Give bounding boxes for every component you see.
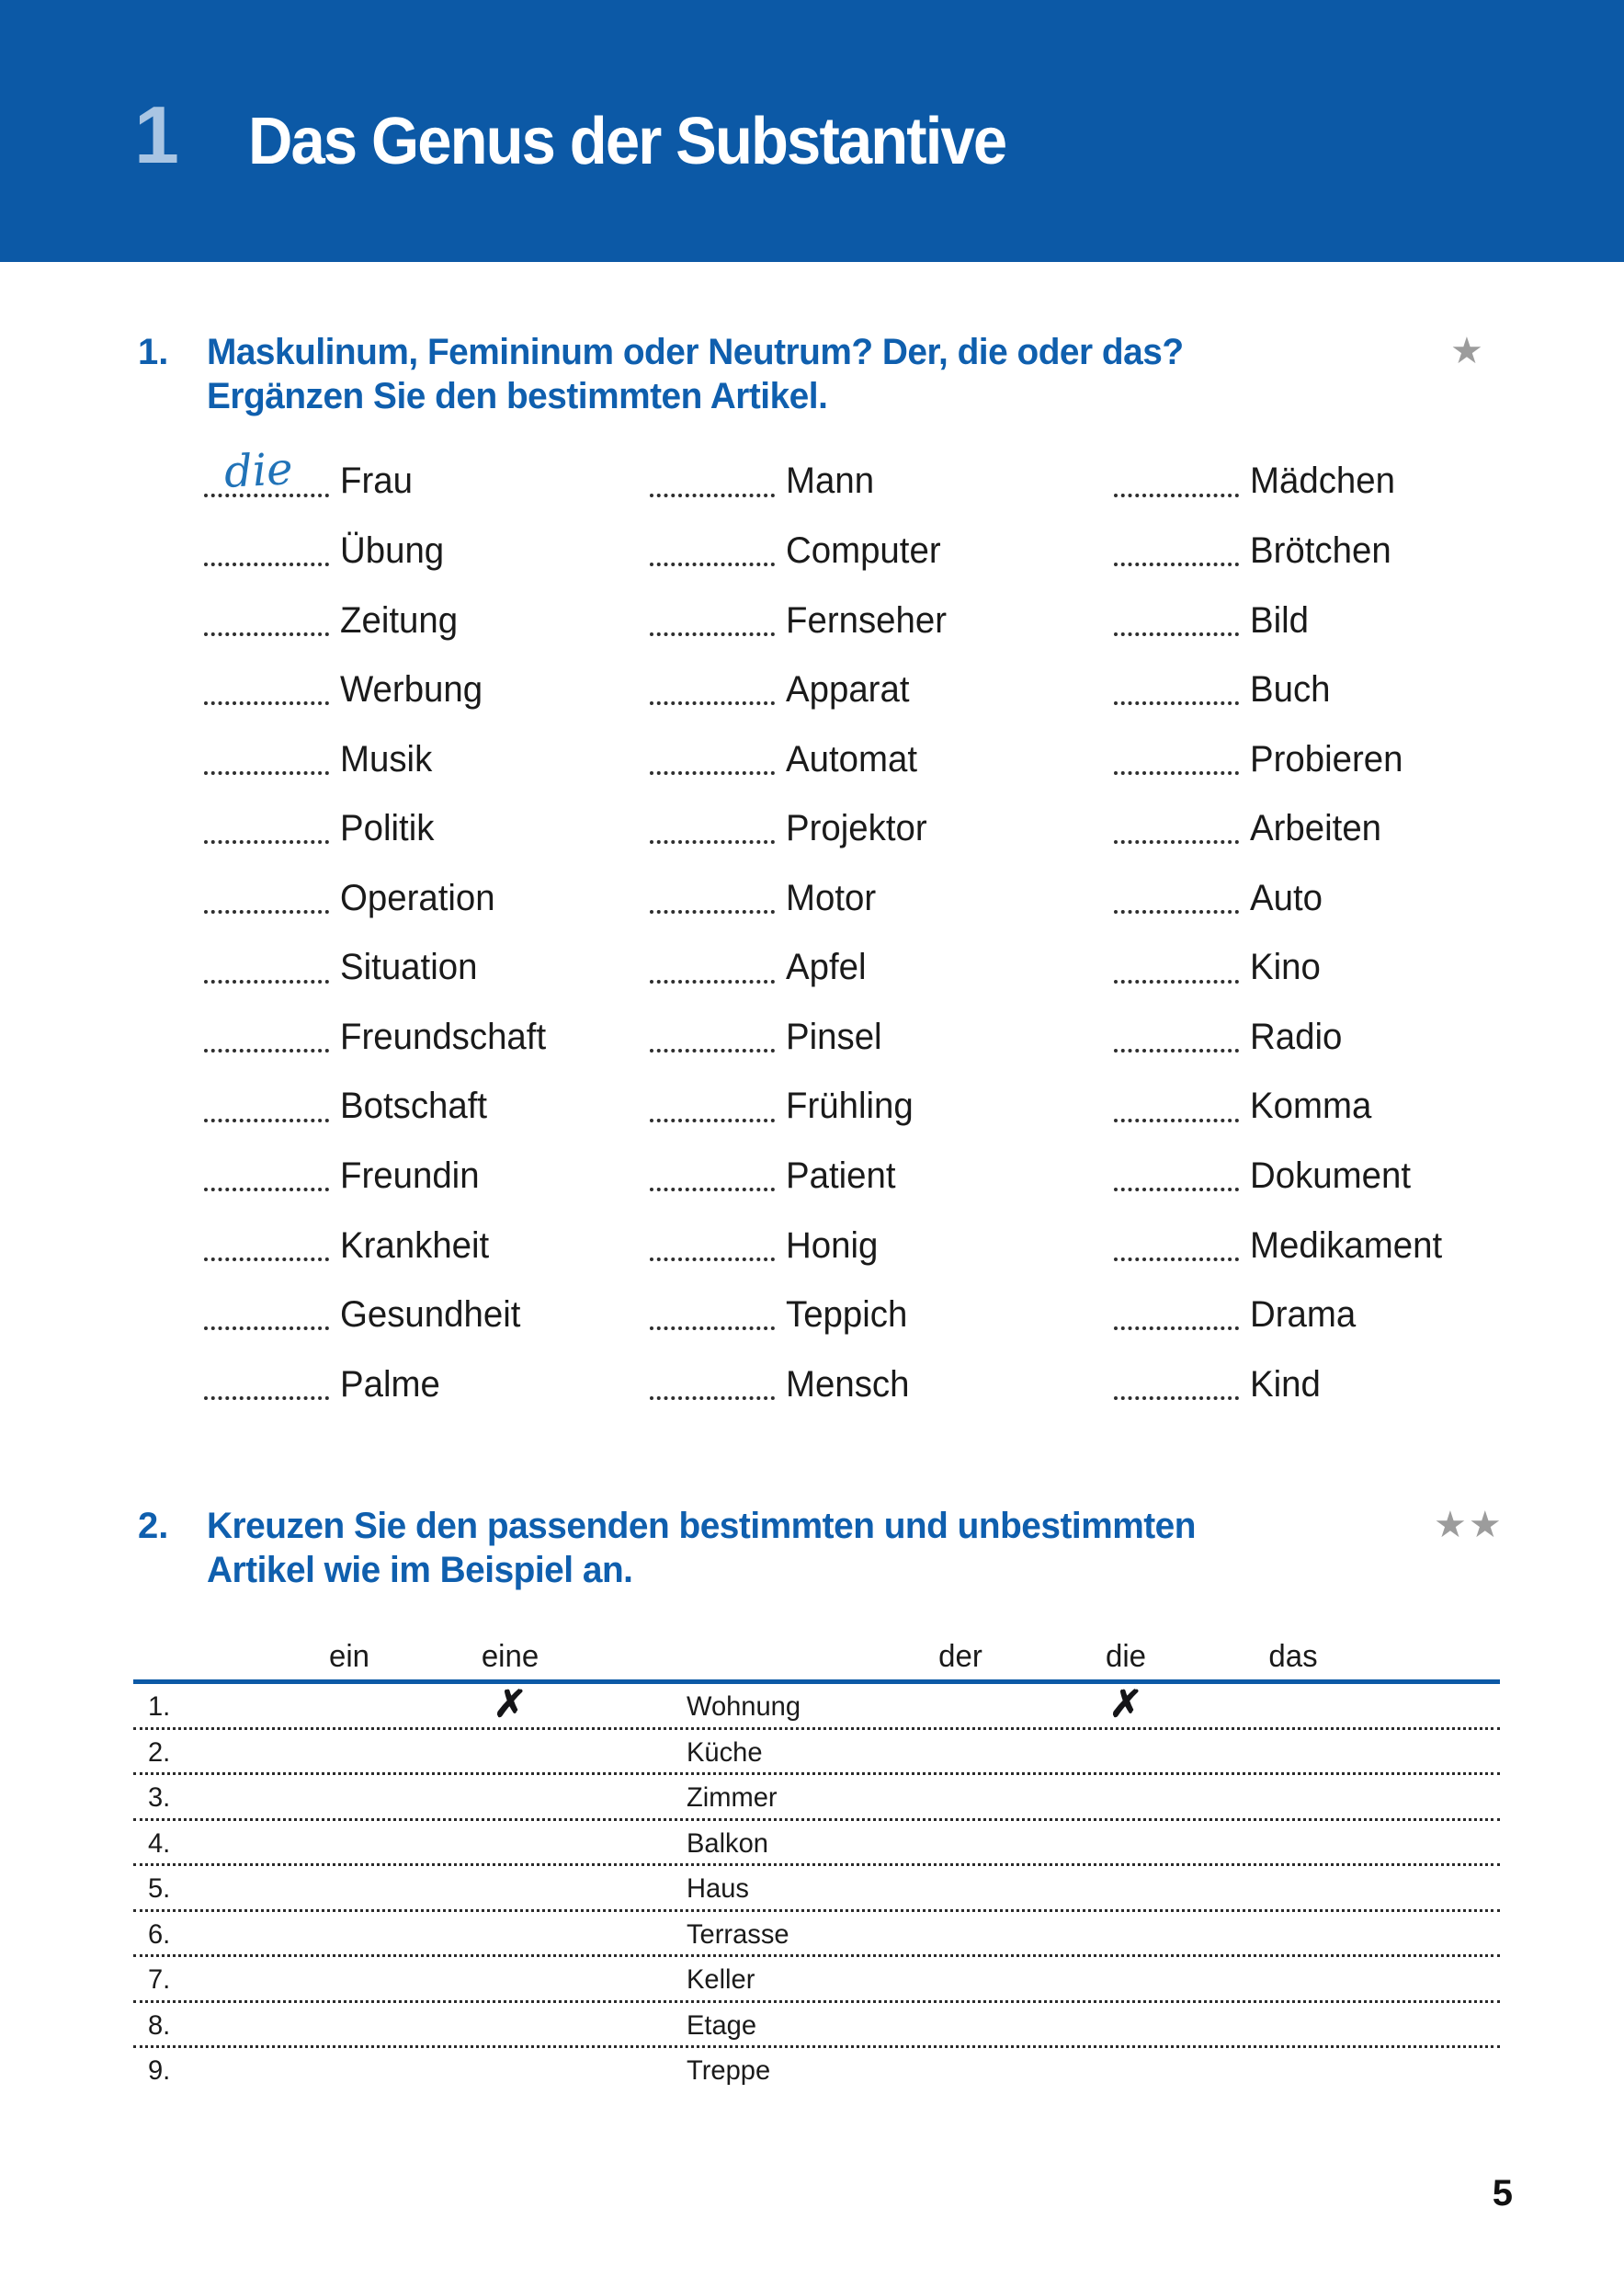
article-blank-line[interactable] [650,696,775,705]
word-item [204,918,650,988]
article-blank-line[interactable] [650,1321,775,1330]
exercise1-title-line2: Ergänzen Sie den bestimmten Artikel. [207,376,828,416]
article-blank-line[interactable] [650,1252,775,1261]
noun-label: Werbung [340,669,483,711]
exercise1-title [207,330,1184,418]
exercise1-number: 1. [138,332,169,372]
word-item [1114,988,1592,1058]
chapter-title: Das Genus der Substantive [248,105,1006,178]
word-item [1114,1196,1592,1266]
article-blank-line[interactable] [204,627,329,636]
noun-label: Apfel [786,947,867,988]
table-column-header-ein: ein [328,1639,370,1674]
word-item [1114,848,1592,918]
table-column-header-das: das [1268,1639,1318,1674]
row-number: 2. [148,1736,171,1768]
noun-label: Politik [340,808,435,849]
noun-label: Zeitung [340,599,459,641]
exercise1-word-grid [204,432,1592,1405]
article-blank-line[interactable] [1114,1043,1239,1053]
noun-label: Probieren [1250,738,1403,780]
article-blank-line[interactable] [1114,835,1239,844]
noun-label: Apparat [786,669,910,711]
chapter-header-band [0,0,1624,262]
exercise2-difficulty-stars: ★★ [1434,1505,1504,1545]
noun-label: Mensch [786,1363,910,1405]
table-row [133,1730,1500,1776]
word-item [1114,780,1592,849]
word-item [204,1335,650,1405]
noun-label: Gesundheit [340,1294,521,1336]
word-item [1114,432,1592,502]
word-item [650,1127,1114,1197]
article-blank-line[interactable] [1114,1113,1239,1122]
noun-label: Dokument [1250,1155,1412,1196]
noun-label: Patient [786,1155,896,1196]
noun-label: Freundschaft [340,1016,547,1057]
article-blank-line[interactable] [204,696,329,705]
word-item [650,848,1114,918]
article-blank-line[interactable] [1114,488,1239,497]
word-item [204,1057,650,1127]
article-blank-line[interactable] [1114,1391,1239,1400]
article-blank-line[interactable] [1114,696,1239,705]
word-item [204,1196,650,1266]
word-item [650,780,1114,849]
row-number: 4. [148,1827,171,1859]
article-blank-line[interactable] [650,557,775,566]
word-item [650,432,1114,502]
noun-label: Frau [340,461,413,502]
table-row [133,1866,1500,1912]
article-blank-line[interactable] [204,905,329,914]
word-item [1114,1057,1592,1127]
row-number: 5. [148,1873,171,1904]
noun-label: Bild [1250,599,1310,641]
article-blank-line[interactable] [1114,557,1239,566]
noun-label: Teppich [786,1294,908,1336]
article-blank-line[interactable] [1114,1252,1239,1261]
noun-label: Krankheit [340,1224,490,1266]
article-blank-line[interactable] [1114,766,1239,775]
word-item [1114,641,1592,711]
word-item [650,1335,1114,1405]
exercise2-table-header-row [133,1627,1500,1679]
word-item [204,502,650,572]
noun-label: Computer [786,529,941,571]
article-blank-line[interactable] [204,1252,329,1261]
article-blank-line[interactable] [204,1043,329,1053]
article-blank-line[interactable] [204,557,329,566]
article-blank-line[interactable] [204,1391,329,1400]
exercise2-table [133,1627,1500,2094]
exercise1-title-line1: Maskulinum, Femininum oder Neutrum? Der, die oder das? [207,332,1184,372]
word-item [204,1127,650,1197]
noun-label: Brötchen [1250,529,1391,571]
article-blank-line[interactable] [204,766,329,775]
article-blank-line[interactable] [1114,905,1239,914]
noun-label: Automat [786,738,918,780]
noun-label: Radio [1250,1016,1343,1057]
article-blank-line[interactable] [650,1113,775,1122]
noun-label: Arbeiten [1250,808,1382,849]
noun-label: Auto [1250,877,1323,918]
word-item [1114,918,1592,988]
word-item [204,780,650,849]
row-noun: Wohnung [687,1691,801,1722]
article-blank-line[interactable] [650,766,775,775]
table-column-header-der: der [938,1639,982,1674]
word-item [650,571,1114,641]
article-blank-line[interactable] [650,1043,775,1053]
article-blank-line[interactable] [1114,1321,1239,1330]
noun-label: Übung [340,529,445,571]
word-item [650,710,1114,780]
noun-label: Freundin [340,1155,480,1196]
noun-label: Komma [1250,1086,1372,1127]
word-item [650,918,1114,988]
table-row [133,1957,1500,2003]
article-blank-line[interactable] [650,1391,775,1400]
noun-label: Musik [340,738,433,780]
row-noun: Haus [687,1873,749,1904]
noun-label: Pinsel [786,1016,882,1057]
article-blank-line[interactable] [1114,1182,1239,1191]
article-blank-line[interactable] [204,1321,329,1330]
table-column-header-die: die [1105,1639,1147,1674]
check-mark-die[interactable]: ✗ [1107,1680,1144,1727]
article-blank-line[interactable] [650,488,775,497]
noun-label: Palme [340,1363,440,1405]
row-number: 6. [148,1918,171,1950]
word-item [650,1196,1114,1266]
word-item [1114,1127,1592,1197]
word-item [1114,1266,1592,1336]
page-number: 5 [1492,2173,1513,2213]
row-noun: Terrasse [687,1918,789,1950]
noun-label: Fernseher [786,599,948,641]
word-item [1114,571,1592,641]
row-number: 3. [148,1782,171,1813]
exercise1-heading [138,330,1213,418]
word-item [204,641,650,711]
word-item [204,571,650,641]
article-blank-line[interactable] [204,1113,329,1122]
table-row [133,1912,1500,1958]
word-item [650,641,1114,711]
word-item [1114,1335,1592,1405]
word-item [204,848,650,918]
noun-label: Operation [340,877,495,918]
table-row [133,1821,1500,1867]
check-mark-eine[interactable]: ✗ [492,1680,528,1727]
word-item [650,1266,1114,1336]
article-blank-line[interactable] [204,835,329,844]
noun-label: Mann [786,461,875,502]
row-noun: Balkon [687,1827,768,1859]
noun-label: Motor [786,877,877,918]
row-noun: Küche [687,1736,763,1768]
exercise2-number: 2. [138,1506,169,1546]
article-blank-line[interactable] [650,905,775,914]
row-number: 7. [148,1964,171,1995]
noun-label: Botschaft [340,1086,488,1127]
table-row [133,2048,1500,2094]
article-blank-line[interactable] [204,974,329,984]
table-column-header-eine: eine [481,1639,539,1674]
article-blank-line[interactable] [650,627,775,636]
noun-label: Kind [1250,1363,1321,1405]
exercise2-heading [138,1504,1226,1592]
article-blank-line[interactable] [650,974,775,984]
word-item [650,1057,1114,1127]
noun-label: Mädchen [1250,461,1395,502]
row-number: 8. [148,2009,171,2041]
table-row [133,1775,1500,1821]
exercise2-title [207,1504,1196,1592]
word-item [204,432,650,502]
article-blank-line[interactable] [1114,974,1239,984]
word-item [650,502,1114,572]
noun-label: Kino [1250,947,1321,988]
noun-label: Situation [340,947,478,988]
article-blank-line[interactable] [650,835,775,844]
word-item [1114,502,1592,572]
exercise1-difficulty-star: ★ [1450,331,1485,371]
article-blank-line[interactable] [204,1182,329,1191]
row-noun: Keller [687,1964,755,1995]
word-item [204,710,650,780]
row-noun: Treppe [687,2055,771,2086]
table-row [133,1680,1500,1730]
word-item [204,988,650,1058]
word-item [204,1266,650,1336]
article-blank-line[interactable] [1114,627,1239,636]
table-row [133,2003,1500,2049]
row-noun: Zimmer [687,1782,778,1813]
article-blank-line[interactable] [650,1182,775,1191]
exercise2-title-line1: Kreuzen Sie den passenden bestimmten und unbestimmten [207,1506,1196,1546]
noun-label: Honig [786,1224,879,1266]
word-item [1114,710,1592,780]
chapter-number: 1 [134,89,177,180]
word-item [650,988,1114,1058]
noun-label: Buch [1250,669,1331,711]
noun-label: Projektor [786,808,927,849]
noun-label: Frühling [786,1086,914,1127]
noun-label: Medikament [1250,1224,1443,1266]
handwritten-example-answer: die [222,442,294,498]
exercise2-title-line2: Artikel wie im Beispiel an. [207,1550,633,1590]
row-number: 9. [148,2055,171,2086]
noun-label: Drama [1250,1294,1357,1336]
row-number: 1. [148,1691,171,1722]
row-noun: Etage [687,2009,757,2041]
